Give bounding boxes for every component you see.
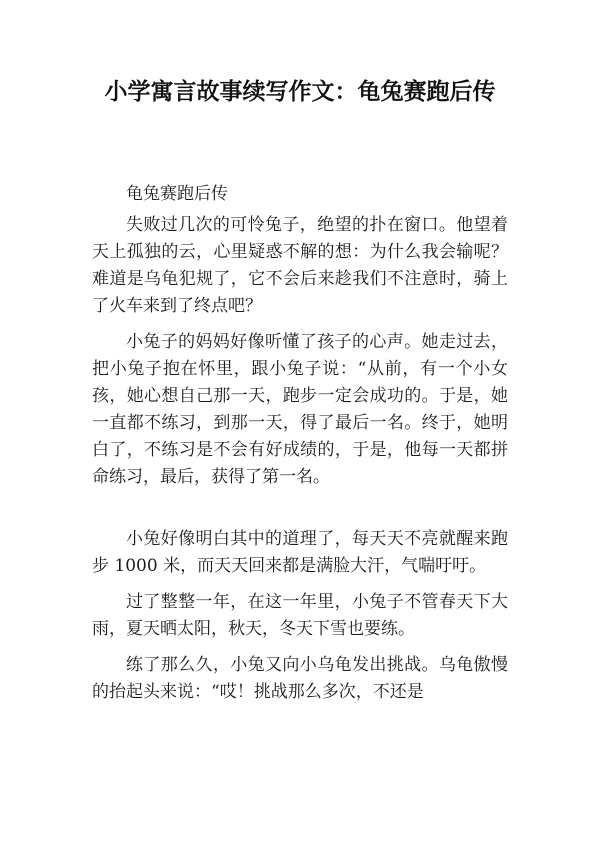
paragraph: 过了整整一年，在这一年里，小兔子不管春天下大雨，夏天晒太阳，秋天，冬天下雪也要练。	[92, 592, 508, 639]
paragraph: 失败过几次的可怜兔子，绝望的扑在窗口。他望着天上孤独的云，心里疑惑不解的想：为什么我会输呢？难道是乌龟犯规了，它不会后来趁我们不注意时，骑上了火车来到了终点吧？	[92, 215, 508, 316]
story-subtitle: 龟兔赛跑后传	[126, 184, 228, 204]
paragraph: 小兔子的妈妈好像听懂了孩子的心声。她走过去，把小兔子抱在怀里，跟小兔子说：“从前，有一个小女孩，她心想自己那一天，跑步一定会成功的。于是，她一直都不练习，到那一天，得了最后一名。终于，她明白了，不练习是不会有好成绩的，于是，他每一天都拼命练习，最后，获得了第一名。	[92, 332, 508, 487]
document-body	[92, 181, 508, 715]
paragraph: 练了那么久，小兔又向小乌龟发出挑战。乌龟傲慢的抬起头来说：“哎！挑战那么多次，不还是	[92, 655, 508, 702]
document-title: 小学寓言故事续写作文：龟兔赛跑后传	[104, 79, 496, 105]
paragraph: 小兔好像明白其中的道理了，每天天不亮就醒来跑步 1000 米，而天天回来都是满脸大汗，气喘吁吁。	[92, 529, 508, 576]
